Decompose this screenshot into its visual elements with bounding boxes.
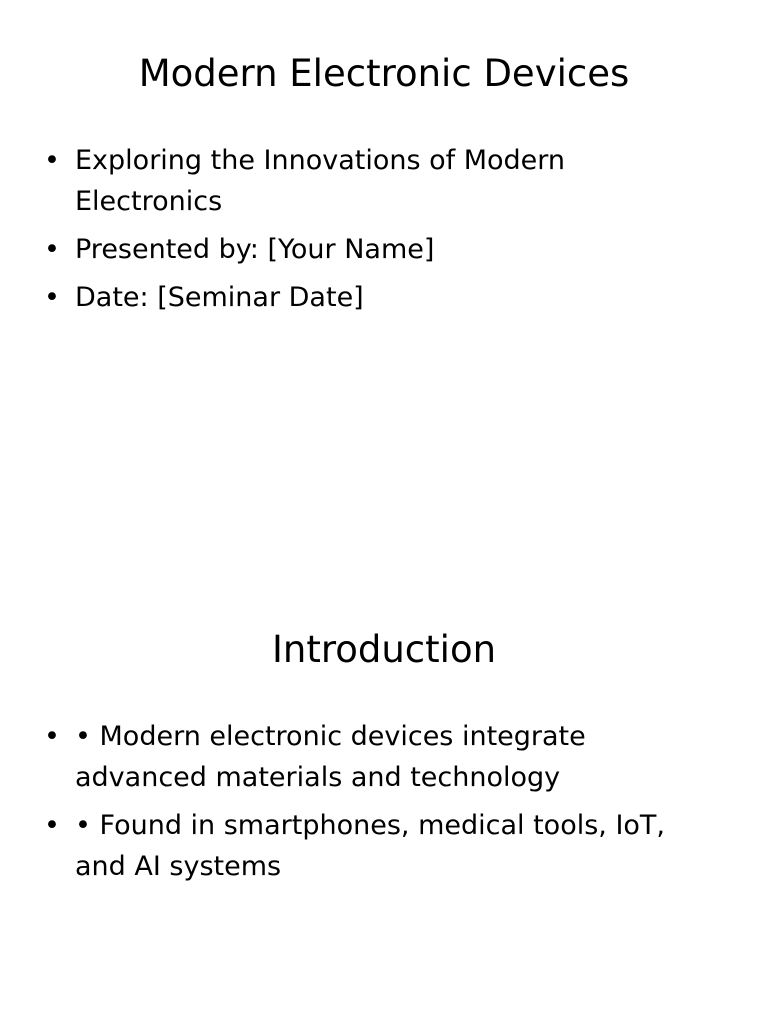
bullet-text: Exploring the Innovations of Modern Electronics [75, 145, 566, 217]
bullet-text: • Modern electronic devices integrate advanced materials and technology [75, 721, 586, 793]
bullet-icon: • [44, 721, 60, 752]
bullet-icon: • [44, 810, 60, 841]
slide-introduction [0, 576, 768, 1024]
bullet-text: Date: [Seminar Date] [75, 282, 364, 313]
bullet-list [0, 140, 768, 325]
list-item [0, 140, 768, 222]
bullet-icon: • [44, 234, 60, 265]
list-item [0, 716, 768, 798]
list-item [0, 805, 768, 887]
slide-title: Modern Electronic Devices [138, 52, 630, 95]
list-item [0, 277, 768, 318]
bullet-icon: • [44, 282, 60, 313]
list-item [0, 229, 768, 270]
slide-title: Introduction [271, 628, 497, 671]
bullet-icon: • [44, 145, 60, 176]
bullet-text: Presented by: [Your Name] [75, 234, 435, 265]
bullet-text: • Found in smartphones, medical tools, IoT, and AI systems [75, 810, 666, 882]
bullet-list [0, 716, 768, 894]
